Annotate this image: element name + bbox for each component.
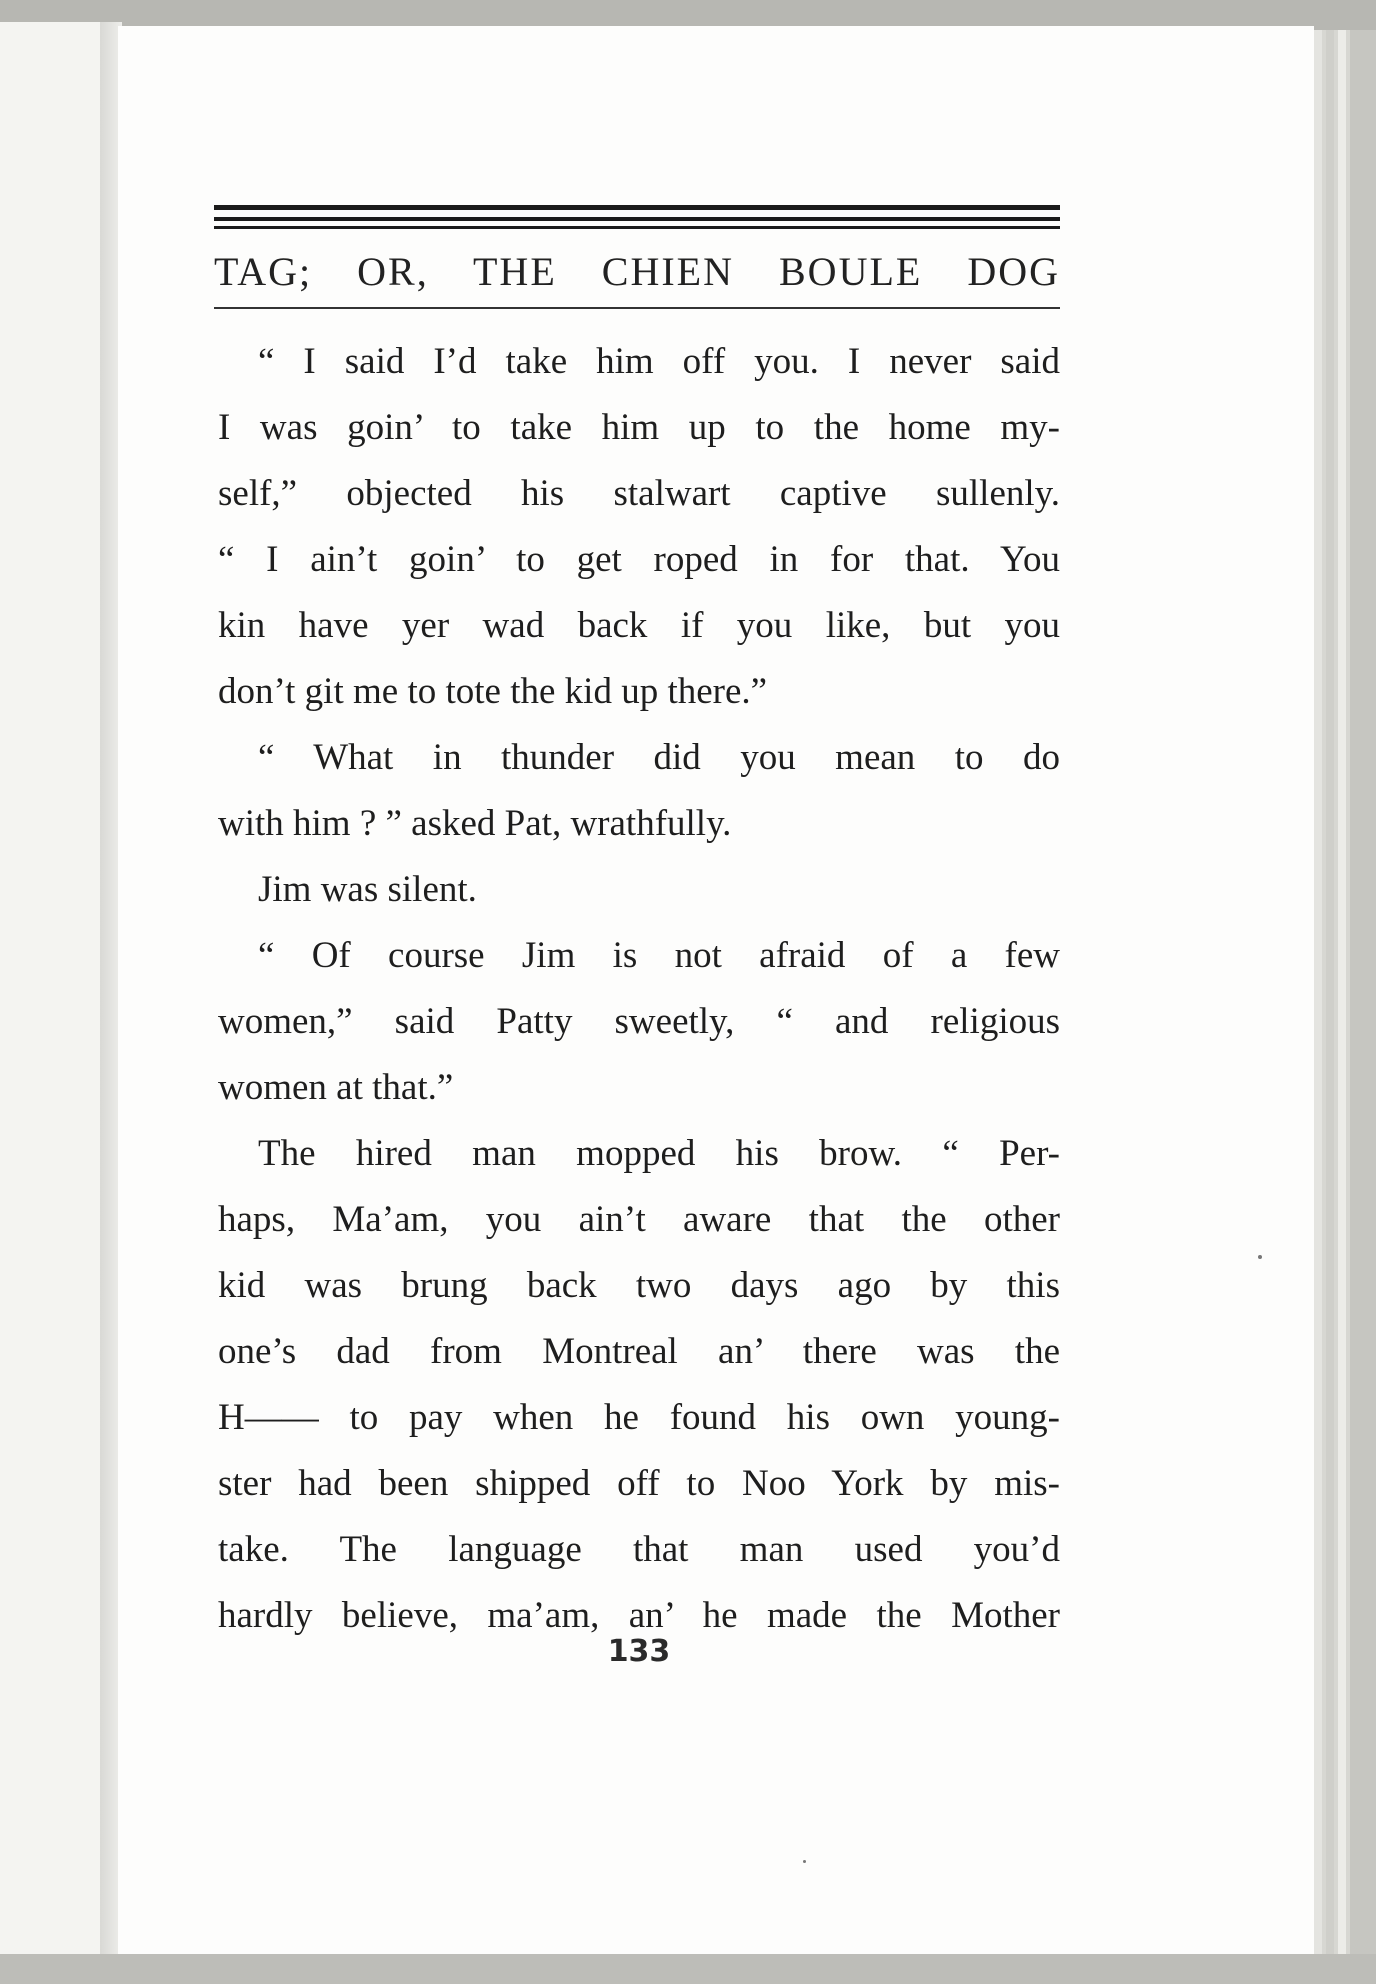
- book-cover-edge: [1350, 30, 1376, 1960]
- text-line: don’t git me to tote the kid up there.”: [218, 671, 768, 712]
- left-page-edge: [0, 22, 104, 1967]
- text-line: kin have yer wad back if you like, but you: [218, 605, 1060, 646]
- header-rule: [214, 226, 1060, 229]
- text-line: with him ? ” asked Pat, wrathfully.: [218, 803, 732, 844]
- text-line: “ What in thunder did you mean to do: [258, 737, 1060, 778]
- text-line: hardly believe, ma’am, an’ he made the Mother: [218, 1595, 1060, 1636]
- text-line: ster had been shipped off to Noo York by mis-: [218, 1463, 1060, 1504]
- page-number: 133: [607, 1634, 671, 1669]
- page-edge: [1338, 30, 1346, 1960]
- text-line: The hired man mopped his brow. “ Per-: [258, 1133, 1060, 1174]
- header-underline: [214, 307, 1060, 309]
- header-rule: [214, 217, 1060, 221]
- paper-speck: [1258, 1255, 1262, 1259]
- text-line: “ I said I’d take him off you. I never said: [258, 341, 1060, 382]
- text-line: H—— to pay when he found his own young-: [218, 1397, 1060, 1438]
- text-line: haps, Ma’am, you ain’t aware that the other: [218, 1199, 1060, 1240]
- paper-speck: [803, 1860, 806, 1863]
- running-header: TAG; OR, THE CHIEN BOULE DOG: [214, 249, 1060, 294]
- text-line: I was goin’ to take him up to the home my-: [218, 407, 1060, 448]
- text-line: women,” said Patty sweetly, “ and religious: [218, 1001, 1060, 1042]
- text-line: Jim was silent.: [258, 869, 477, 910]
- text-line: kid was brung back two days ago by this: [218, 1265, 1060, 1306]
- text-line: take. The language that man used you’d: [218, 1529, 1060, 1570]
- text-line: “ I ain’t goin’ to get roped in for that. You: [218, 539, 1060, 580]
- page-edge: [1314, 30, 1322, 1960]
- page-edge: [1326, 30, 1334, 1960]
- text-line: self,” objected his stalwart captive sullenly.: [218, 473, 1060, 514]
- text-line: women at that.”: [218, 1067, 454, 1108]
- text-line: “ Of course Jim is not afraid of a few: [258, 935, 1060, 976]
- header-rule: [214, 205, 1060, 210]
- body-text: [218, 334, 1060, 1654]
- text-line: one’s dad from Montreal an’ there was the: [218, 1331, 1060, 1372]
- scan-border-bottom: [0, 1954, 1376, 1984]
